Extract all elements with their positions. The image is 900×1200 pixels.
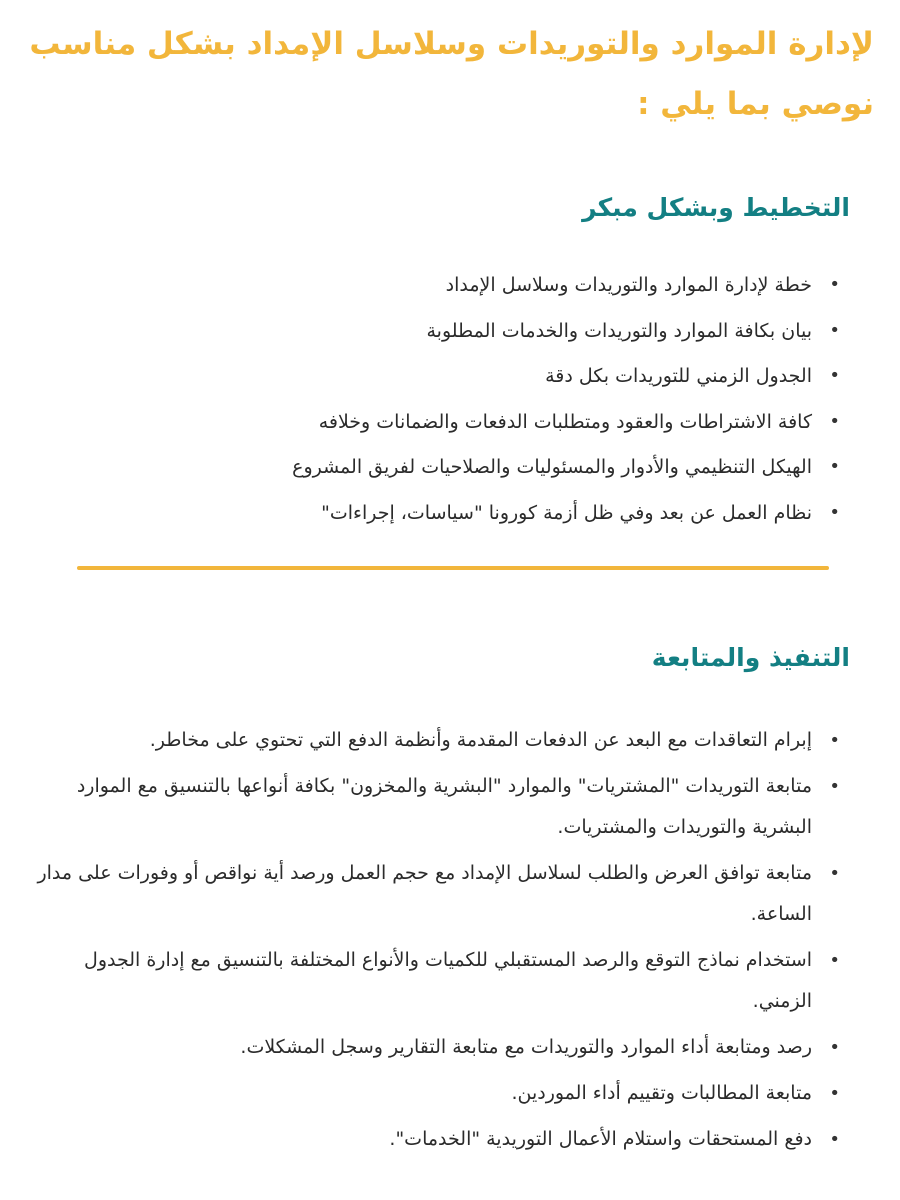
section-title-execution: التنفيذ والمتابعة — [651, 643, 850, 672]
list-item — [26, 496, 856, 530]
list-item-text: متابعة التوريدات "المشتريات" والموارد "البشرية والمخزون" بكافة أنواعها بالتنسيق مع الموارد البشرية والتوريدات والمشتريات. — [76, 775, 812, 838]
list-item — [26, 720, 856, 761]
list-item-text: متابعة المطالبات وتقييم أداء الموردين. — [511, 1082, 812, 1104]
list-item-text: رصد ومتابعة أداء الموارد والتوريدات مع متابعة التقارير وسجل المشكلات. — [240, 1036, 812, 1058]
bullet-icon: • — [829, 863, 840, 884]
list-item — [26, 853, 856, 935]
list-item — [26, 1073, 856, 1114]
list-item-text: بيان بكافة الموارد والتوريدات والخدمات المطلوبة — [426, 319, 812, 342]
bullet-icon: • — [829, 730, 840, 751]
bullet-icon: • — [829, 1083, 840, 1104]
bullet-icon: • — [829, 950, 840, 971]
section-divider — [77, 566, 829, 570]
list-item — [26, 314, 856, 348]
list-item — [26, 1027, 856, 1068]
bullet-icon: • — [829, 410, 840, 432]
bullet-icon: • — [829, 1129, 840, 1150]
list-item-text: متابعة توافق العرض والطلب لسلاسل الإمداد مع حجم العمل ورصد أية نواقص أو وفورات على مدار الساعة. — [37, 862, 812, 925]
list-item — [26, 1119, 856, 1160]
bullet-icon: • — [829, 501, 840, 523]
planning-list — [26, 268, 856, 542]
bullet-icon: • — [829, 319, 840, 341]
list-item-text: الهيكل التنظيمي والأدوار والمسئوليات والصلاحيات لفريق المشروع — [292, 456, 812, 479]
list-item — [26, 268, 856, 302]
list-item — [26, 766, 856, 848]
list-item-text: الجدول الزمني للتوريدات بكل دقة — [545, 365, 812, 388]
list-item-text: نظام العمل عن بعد وفي ظل أزمة كورونا "سياسات، إجراءات" — [321, 501, 812, 524]
list-item — [26, 940, 856, 1022]
bullet-icon: • — [829, 365, 840, 387]
bullet-icon: • — [829, 274, 840, 295]
bullet-icon: • — [829, 456, 840, 478]
list-item — [26, 359, 856, 393]
bullet-icon: • — [829, 776, 840, 797]
section-title-planning: التخطيط وبشكل مبكر — [582, 193, 850, 222]
intro-heading: لإدارة الموارد والتوريدات وسلاسل الإمداد بشكل مناسب نوصي بما يلي : — [29, 26, 874, 122]
list-item-text: استخدام نماذج التوقع والرصد المستقبلي للكميات والأنواع المختلفة بالتنسيق مع إدارة الجدول الزمني. — [84, 949, 812, 1012]
list-item — [26, 405, 856, 439]
list-item-text: خطة لإدارة الموارد والتوريدات وسلاسل الإمداد — [445, 274, 812, 296]
list-item-text: إبرام التعاقدات مع البعد عن الدفعات المقدمة وأنظمة الدفع التي تحتوي على مخاطر. — [149, 729, 812, 751]
bullet-icon: • — [829, 1037, 840, 1058]
list-item-text: دفع المستحقات واستلام الأعمال التوريدية "الخدمات". — [389, 1128, 812, 1150]
execution-list — [26, 720, 856, 1165]
list-item-text: كافة الاشتراطات والعقود ومتطلبات الدفعات والضمانات وخلافه — [318, 410, 812, 433]
list-item — [26, 450, 856, 484]
